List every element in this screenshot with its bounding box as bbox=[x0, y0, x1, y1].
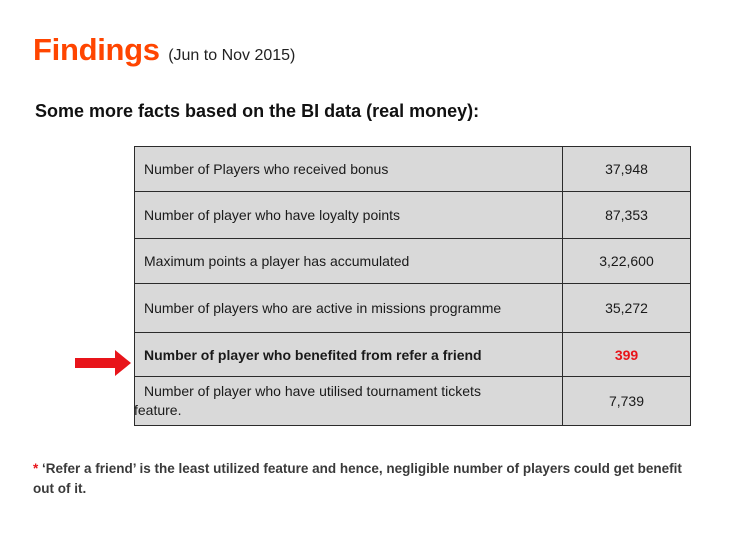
row-value: 3,22,600 bbox=[563, 239, 691, 284]
row-value-highlighted: 399 bbox=[563, 333, 691, 377]
page-header bbox=[33, 32, 295, 68]
table-row bbox=[135, 147, 691, 192]
row-value: 37,948 bbox=[563, 147, 691, 192]
date-range: (Jun to Nov 2015) bbox=[168, 47, 296, 64]
row-value: 87,353 bbox=[563, 192, 691, 239]
row-label: Number of player who benefited from refer a friend bbox=[135, 333, 563, 377]
facts-table bbox=[134, 146, 691, 426]
row-label: Number of Players who received bonus bbox=[135, 147, 563, 192]
row-label bbox=[135, 377, 563, 426]
footnote-marker: * bbox=[33, 461, 39, 476]
table-row bbox=[135, 239, 691, 284]
page-title: Findings bbox=[33, 32, 160, 67]
page-subtitle: Some more facts based on the BI data (real money): bbox=[35, 101, 480, 121]
right-arrow-icon bbox=[75, 350, 131, 376]
highlighted-table-row bbox=[135, 333, 691, 377]
row-value: 35,272 bbox=[563, 284, 691, 333]
table-row bbox=[135, 377, 691, 426]
footnote bbox=[33, 459, 683, 499]
row-label-line-1: Number of player who have utilised tournament tickets bbox=[144, 383, 481, 399]
table-row bbox=[135, 192, 691, 239]
row-label: Maximum points a player has accumulated bbox=[135, 239, 563, 284]
footnote-text: ‘Refer a friend’ is the least utilized feature and hence, negligible number of players could get benefit out of it. bbox=[33, 461, 682, 496]
row-label: Number of player who have loyalty points bbox=[135, 192, 563, 239]
table-row bbox=[135, 284, 691, 333]
row-value: 7,739 bbox=[563, 377, 691, 426]
row-label-line-2: feature. bbox=[134, 402, 182, 418]
row-label: Number of players who are active in missions programme bbox=[135, 284, 563, 333]
